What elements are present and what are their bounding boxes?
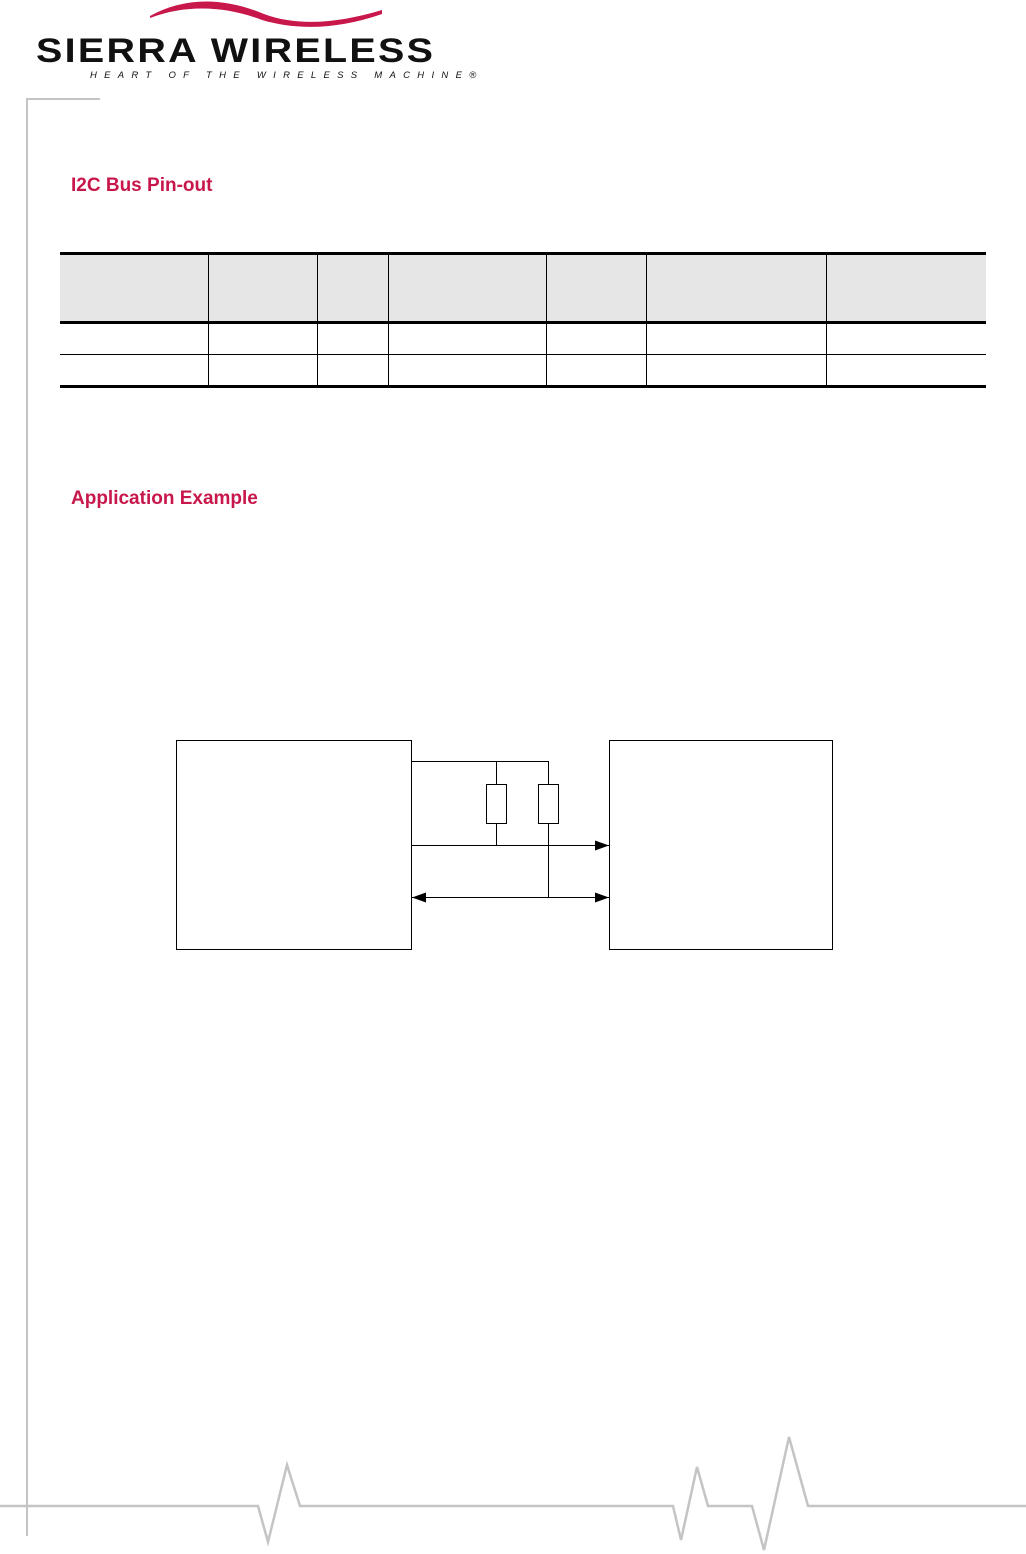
logo-tagline: HEART OF THE WIRELESS MACHINE® xyxy=(90,70,484,81)
application-section-title: Application Example xyxy=(71,488,258,509)
pinout-section-title: I2C Bus Pin-out xyxy=(71,175,213,196)
logo-wordmark: SIERRA WIRELESS xyxy=(36,32,436,70)
